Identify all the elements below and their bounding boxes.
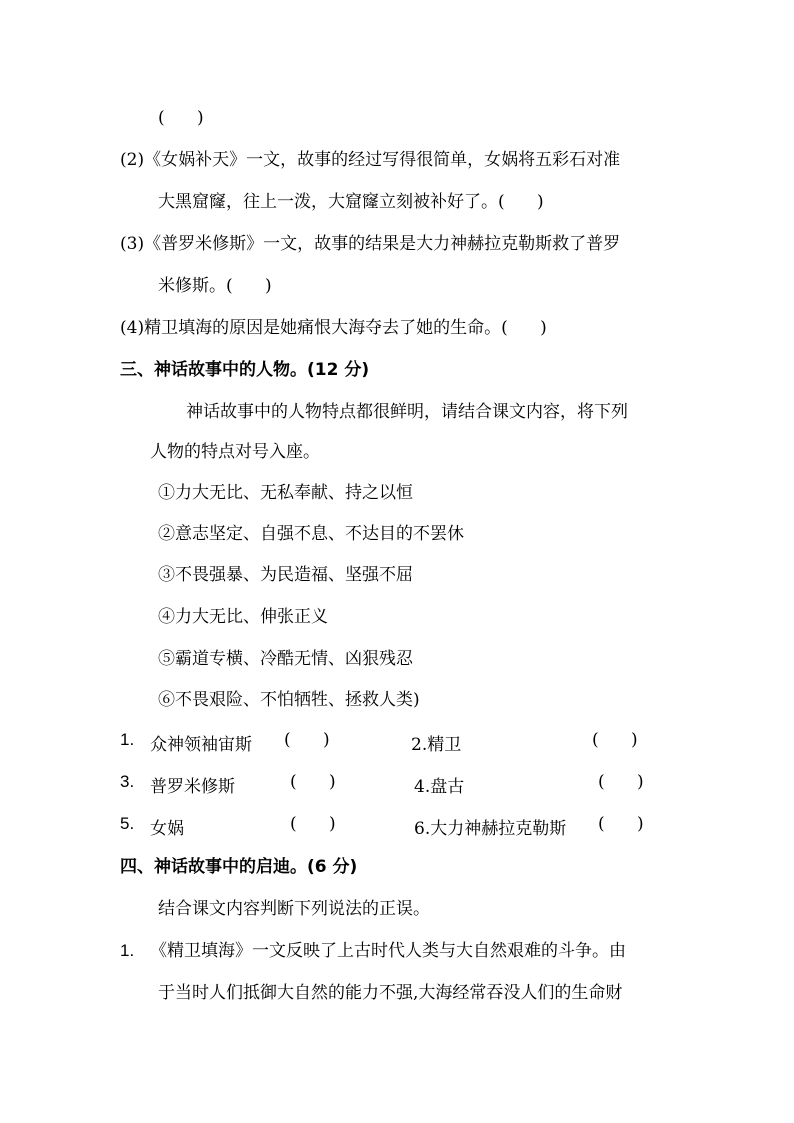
section-4-title: 四、神话故事中的启迪。(6 分) <box>120 857 358 877</box>
match-paren: ( ) <box>598 814 644 834</box>
match-paren: ( ) <box>290 772 336 792</box>
section-4-question-1-line-2: 于当时人们抵御大自然的能力不强,大海经常吞没人们的生命财 <box>158 983 623 1003</box>
trait-2: ②意志坚定、自强不息、不达目的不罢休 <box>158 524 464 544</box>
match-paren: ( ) <box>290 814 336 834</box>
match-number: 5. <box>120 814 135 833</box>
match-name: 众神领袖宙斯 <box>150 735 252 755</box>
trait-3: ③不畏强暴、为民造福、坚强不屈 <box>158 565 413 585</box>
trait-5: ⑤霸道专横、冷酷无情、凶狠残忍 <box>158 649 413 669</box>
section-3-title: 三、神话故事中的人物。(12 分) <box>120 360 370 380</box>
trait-6: ⑥不畏艰险、不怕牺牲、拯救人类) <box>158 690 420 710</box>
question-3-line-2: 米修斯。( ) <box>158 276 272 296</box>
question-2-line-1: (2)《女娲补天》一文，故事的经过写得很简单，女娲将五彩石对准 <box>120 150 621 170</box>
question-3-line-1: (3)《普罗米修斯》一文，故事的结果是大力神赫拉克勒斯救了普罗 <box>120 234 621 254</box>
section-3-intro-line-2: 人物的特点对号入座。 <box>150 442 320 462</box>
match-paren: ( ) <box>598 772 644 792</box>
question-4-line-1: (4)精卫填海的原因是她痛恨大海夺去了她的生命。( ) <box>120 318 547 338</box>
match-paren: ( ) <box>592 730 638 750</box>
section-4-question-number: 1. <box>120 941 135 960</box>
section-4-intro: 结合课文内容判断下列说法的正误。 <box>158 899 430 919</box>
question-2-line-2: 大黑窟窿，往上一泼，大窟窿立刻被补好了。( ) <box>158 192 544 212</box>
match-paren: ( ) <box>284 730 330 750</box>
trait-4: ④力大无比、伸张正义 <box>158 607 328 627</box>
match-number: 1. <box>120 730 135 749</box>
match-number: 3. <box>120 772 135 791</box>
match-name: 6.大力神赫拉克勒斯 <box>414 819 567 839</box>
match-name: 4.盘古 <box>414 777 465 797</box>
match-name: 女娲 <box>150 819 184 839</box>
trait-1: ①力大无比、无私奉献、持之以恒 <box>158 483 413 503</box>
match-name: 2.精卫 <box>411 735 462 755</box>
answer-paren: ( ) <box>158 108 204 128</box>
match-name: 普罗米修斯 <box>150 777 235 797</box>
section-4-question-1-line-1: 《精卫填海》一文反映了上古时代人类与大自然艰难的斗争。由 <box>150 941 626 961</box>
section-3-intro-line-1: 神话故事中的人物特点都很鲜明，请结合课文内容，将下列 <box>186 402 628 422</box>
